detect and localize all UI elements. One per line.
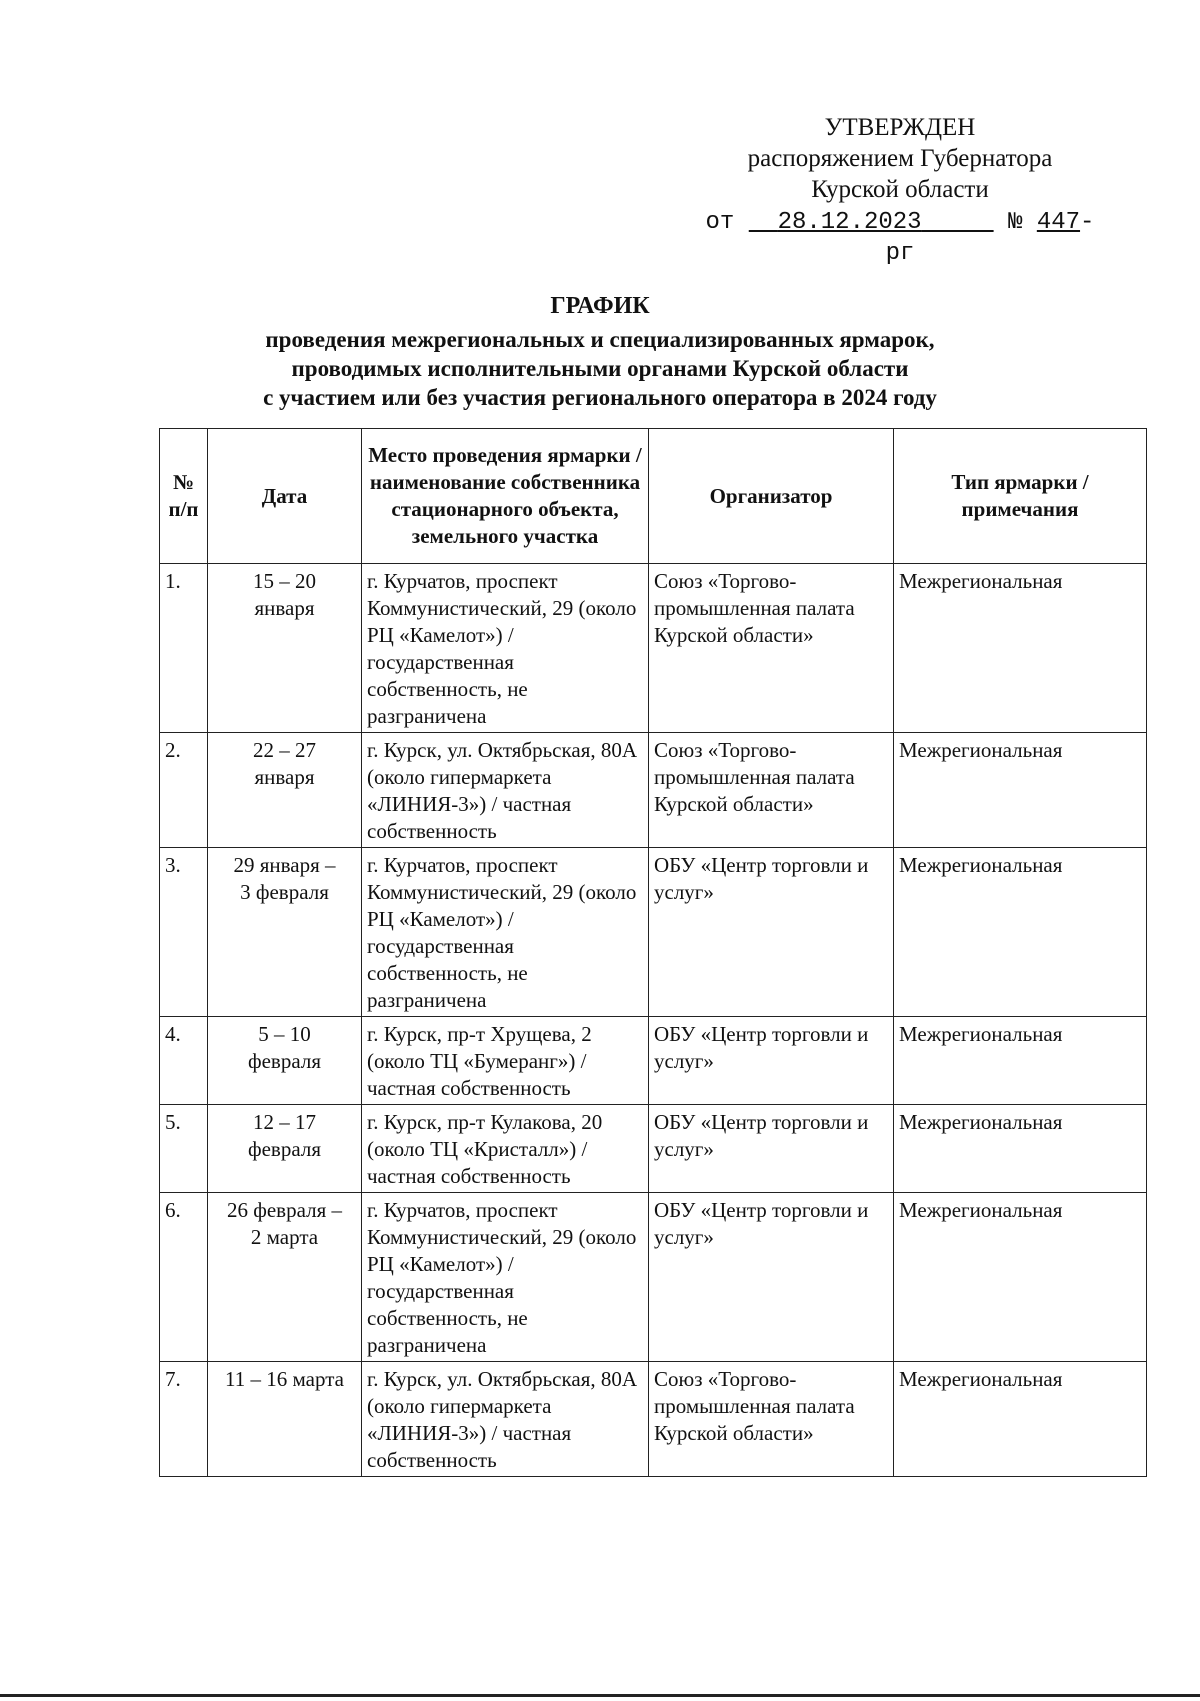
header-type: Тип ярмарки / примечания xyxy=(894,429,1147,564)
table-header-row xyxy=(160,429,1147,564)
table-row xyxy=(160,564,1147,733)
approval-title: УТВЕРЖДЕН xyxy=(824,114,976,141)
cell-place: г. Курск, пр-т Хрущева, 2 (около ТЦ «Бумеранг») / частная собственность xyxy=(362,1017,649,1105)
cell-organizer: ОБУ «Центр торговли и услуг» xyxy=(649,1193,894,1362)
cell-date: 22 – 27 января xyxy=(208,733,362,848)
approval-date-value: 28.12.2023 xyxy=(777,209,922,236)
cell-place: г. Курск, пр-т Кулакова, 20 (около ТЦ «Кристалл») / частная собственность xyxy=(362,1105,649,1193)
title-line-3: с участием или без участия регионального оператора в 2024 году xyxy=(263,385,937,410)
table-row xyxy=(160,1017,1147,1105)
number-prefix: № xyxy=(1008,209,1023,236)
cell-place: г. Курчатов, проспект Коммунистический, 29 (около РЦ «Камелот») / государственная собственность, не разграничена xyxy=(362,848,649,1017)
cell-date: 5 – 10 февраля xyxy=(208,1017,362,1105)
cell-date: 12 – 17 февраля xyxy=(208,1105,362,1193)
number-suffix: -рг xyxy=(885,209,1095,267)
cell-type: Межрегиональная xyxy=(894,1105,1147,1193)
cell-type: Межрегиональная xyxy=(894,1362,1147,1477)
header-date: Дата xyxy=(208,429,362,564)
approval-region: Курской области xyxy=(811,176,989,203)
table-row xyxy=(160,1193,1147,1362)
cell-organizer: Союз «Торгово-промышленная палата Курской области» xyxy=(649,733,894,848)
cell-organizer: ОБУ «Центр торговли и услуг» xyxy=(649,1105,894,1193)
cell-num: 5. xyxy=(160,1105,208,1193)
approval-date-number xyxy=(700,207,1100,269)
header-place: Место проведения ярмарки / наименование собственника стационарного объекта, земельного участка xyxy=(362,429,649,564)
fair-schedule-table xyxy=(159,428,1147,1477)
cell-type: Межрегиональная xyxy=(894,733,1147,848)
cell-num: 1. xyxy=(160,564,208,733)
cell-organizer: Союз «Торгово-промышленная палата Курской области» xyxy=(649,1362,894,1477)
date-prefix: от xyxy=(705,209,735,236)
header-num: № п/п xyxy=(160,429,208,564)
title-line-1: проведения межрегиональных и специализированных ярмарок, xyxy=(265,327,935,352)
title-line-2: проводимых исполнительными органами Курской области xyxy=(291,356,909,381)
cell-place: г. Курчатов, проспект Коммунистический, 29 (около РЦ «Камелот») / государственная собственность, не разграничена xyxy=(362,564,649,733)
cell-type: Межрегиональная xyxy=(894,848,1147,1017)
approval-stamp xyxy=(700,112,1100,269)
cell-num: 6. xyxy=(160,1193,208,1362)
title-main: ГРАФИК xyxy=(550,293,650,319)
cell-organizer: ОБУ «Центр торговли и услуг» xyxy=(649,848,894,1017)
scan-edge-divider xyxy=(0,1694,1200,1697)
cell-date: 29 января – 3 февраля xyxy=(208,848,362,1017)
cell-num: 7. xyxy=(160,1362,208,1477)
cell-date: 15 – 20 января xyxy=(208,564,362,733)
approval-authority: распоряжением Губернатора xyxy=(747,145,1053,172)
cell-organizer: Союз «Торгово-промышленная палата Курской области» xyxy=(649,564,894,733)
table-row xyxy=(160,848,1147,1017)
cell-num: 2. xyxy=(160,733,208,848)
table-row xyxy=(160,1362,1147,1477)
cell-date: 11 – 16 марта xyxy=(208,1362,362,1477)
cell-num: 4. xyxy=(160,1017,208,1105)
cell-place: г. Курчатов, проспект Коммунистический, 29 (около РЦ «Камелот») / государственная собственность, не разграничена xyxy=(362,1193,649,1362)
cell-type: Межрегиональная xyxy=(894,564,1147,733)
approval-number: 447 xyxy=(1036,209,1081,236)
cell-place: г. Курск, ул. Октябрьская, 80А (около гипермаркета «ЛИНИЯ-3») / частная собственность xyxy=(362,733,649,848)
cell-type: Межрегиональная xyxy=(894,1017,1147,1105)
approval-date xyxy=(749,209,994,236)
cell-type: Межрегиональная xyxy=(894,1193,1147,1362)
document-title xyxy=(150,292,1050,412)
cell-date: 26 февраля – 2 марта xyxy=(208,1193,362,1362)
table-row xyxy=(160,1105,1147,1193)
header-organizer: Организатор xyxy=(649,429,894,564)
cell-num: 3. xyxy=(160,848,208,1017)
cell-place: г. Курск, ул. Октябрьская, 80А (около гипермаркета «ЛИНИЯ-3») / частная собственность xyxy=(362,1362,649,1477)
cell-organizer: ОБУ «Центр торговли и услуг» xyxy=(649,1017,894,1105)
table-row xyxy=(160,733,1147,848)
